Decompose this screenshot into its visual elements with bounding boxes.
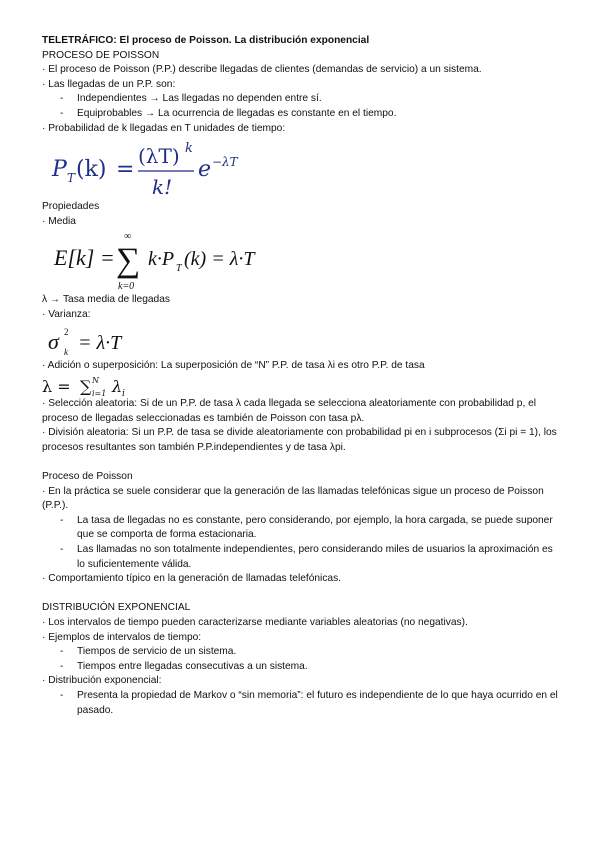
bullet-item: - Las llamadas no son totalmente independientes, pero considerando miles de usuarios la aproximación es lo suficientemente válida. — [60, 544, 553, 570]
formula-exponent: −λT — [212, 155, 238, 170]
variance-rhs: = λ·T — [78, 331, 122, 354]
paragraph-line: · Varianza: — [42, 308, 91, 320]
paragraph-line: · Media — [42, 215, 76, 227]
formula-numerator: (λT) — [138, 144, 180, 169]
formula-eq: = — [116, 157, 135, 183]
superposition-sup: N — [92, 376, 99, 386]
variance-formula-svg — [42, 323, 242, 359]
paragraph-line: · Adición o superposición: La superposición de “N” P.P. de tasa λi es otro P.P. de tasa — [42, 359, 425, 371]
formula-e: e — [198, 157, 212, 183]
bullet-text: Tiempos de servicio de un sistema. — [77, 646, 237, 658]
document-page — [42, 34, 562, 718]
bullet-text: Tiempos entre llegadas consecutivas a un sistema. — [77, 660, 308, 672]
superposition-sub: i=1 — [92, 389, 107, 399]
mean-lhs: E[k] = — [54, 245, 115, 271]
variance-sigma: σ — [48, 328, 59, 354]
formula-lhs-p: P — [52, 157, 67, 183]
formula-lhs-arg: (k) — [76, 157, 107, 183]
sum-symbol: ∑ — [116, 242, 141, 280]
bullet-item: - Equiprobables → La ocurrencia de llegadas es constante en el tiempo. — [60, 107, 397, 119]
bullet-text: Equiprobables → La ocurrencia de llegadas es constante en el tiempo. — [77, 107, 397, 119]
superposition-term-sub: i — [122, 389, 125, 400]
paragraph-line: · Comportamiento típico en la generación de llamadas telefónicas. — [42, 573, 341, 585]
variance-sup: 2 — [64, 326, 69, 337]
bullet-text: Las llamadas no son totalmente independientes, pero considerando miles de usuarios la aproximación es lo suficientemente válida. — [77, 544, 553, 570]
superposition-term: λ — [112, 377, 123, 397]
spacer — [42, 456, 562, 471]
paragraph-division: · División aleatoria: Si un P.P. de tasa se divide aleatoriamente con probabilidad pi en i subprocesos (Σi pi = 1), los procesos resultantes son también P.P.independientes y de tasa λpi. — [42, 427, 557, 453]
sum-lower: k=0 — [118, 281, 135, 293]
variance-sub: k — [64, 346, 68, 357]
sum-upper: ∞ — [124, 231, 132, 243]
bullet-text: Presenta la propiedad de Markov o “sin memoria”: el futuro es independiente de lo que haya ocurrido en el pasado. — [77, 690, 558, 716]
mean-term: k·P — [148, 248, 175, 271]
paragraph-line: λ → Tasa media de llegadas — [42, 294, 170, 306]
superposition-sum: ∑ — [80, 377, 92, 397]
paragraph-line: · Probabilidad de k llegadas en T unidades de tiempo: — [42, 122, 286, 134]
bullet-item: - Independientes → Las llegadas no dependen entre sí. — [60, 93, 322, 105]
paragraph-line: · Las llegadas de un P.P. son: — [42, 78, 176, 90]
document-title: TELETRÁFICO: El proceso de Poisson. La distribución exponencial — [42, 35, 370, 46]
formula-denominator: k! — [152, 175, 173, 200]
paragraph-seleccion: · Selección aleatoria: Si de un P.P. de tasa λ cada llegada se selecciona aleatoriamente con probabilidad p, el proceso de llegadas seleccionadas es también de Poisson con tasa pλ. — [42, 398, 537, 424]
bullet-text: La tasa de llegadas no es constante, pero considerando, por ejemplo, la hora cargada, se puede suponer que se comporta de forma estacionaria. — [77, 514, 553, 541]
paragraph-line: · El proceso de Poisson (P.P.) describe llegadas de clientes (demandas de servicio) a un sistema. — [42, 64, 482, 76]
formula-lhs-sub: T — [67, 171, 76, 186]
bullet-item: - La tasa de llegadas no es constante, pero considerando, por ejemplo, la hora cargada, se puede suponer que se comporta de forma estacionaria. — [60, 514, 553, 541]
section-heading-exponencial: DISTRIBUCIÓN EXPONENCIAL — [42, 602, 191, 614]
mean-formula — [42, 229, 562, 293]
section-heading-proceso: Proceso de Poisson — [42, 471, 133, 483]
bullet-item: - Tiempos de servicio de un sistema. — [60, 646, 237, 658]
poisson-formula — [42, 138, 562, 200]
paragraph-line: · En la práctica se suele considerar que la generación de las llamadas telefónicas sigue un proceso de Poisson (P.P.). — [42, 485, 544, 512]
superposition-formula-svg — [42, 373, 242, 399]
mean-formula-svg — [42, 229, 302, 293]
formula-numerator-exp: k — [185, 141, 193, 157]
superposition-formula — [42, 373, 562, 400]
poisson-formula-svg — [42, 138, 302, 200]
paragraph-line: · Los intervalos de tiempo pueden caracterizarse mediante variables aleatorias (no negativas). — [42, 617, 468, 629]
section-heading-poisson: PROCESO DE POISSON — [42, 49, 160, 61]
mean-term-sub: T — [176, 263, 182, 275]
bullet-item: - Presenta la propiedad de Markov o “sin memoria”: el futuro es independiente de lo que haya ocurrido en el pasado. — [60, 690, 558, 716]
properties-heading: Propiedades — [42, 201, 100, 213]
bullet-item: - Tiempos entre llegadas consecutivas a un sistema. — [60, 660, 308, 672]
superposition-lhs: λ = — [42, 377, 71, 397]
paragraph-line: · Ejemplos de intervalos de tiempo: — [42, 631, 202, 643]
spacer — [42, 587, 562, 602]
bullet-text: Independientes → Las llegadas no dependen entre sí. — [77, 93, 322, 105]
variance-formula — [42, 323, 562, 359]
paragraph-line: · Distribución exponencial: — [42, 675, 162, 687]
mean-term-rest: (k) = λ·T — [184, 248, 255, 271]
